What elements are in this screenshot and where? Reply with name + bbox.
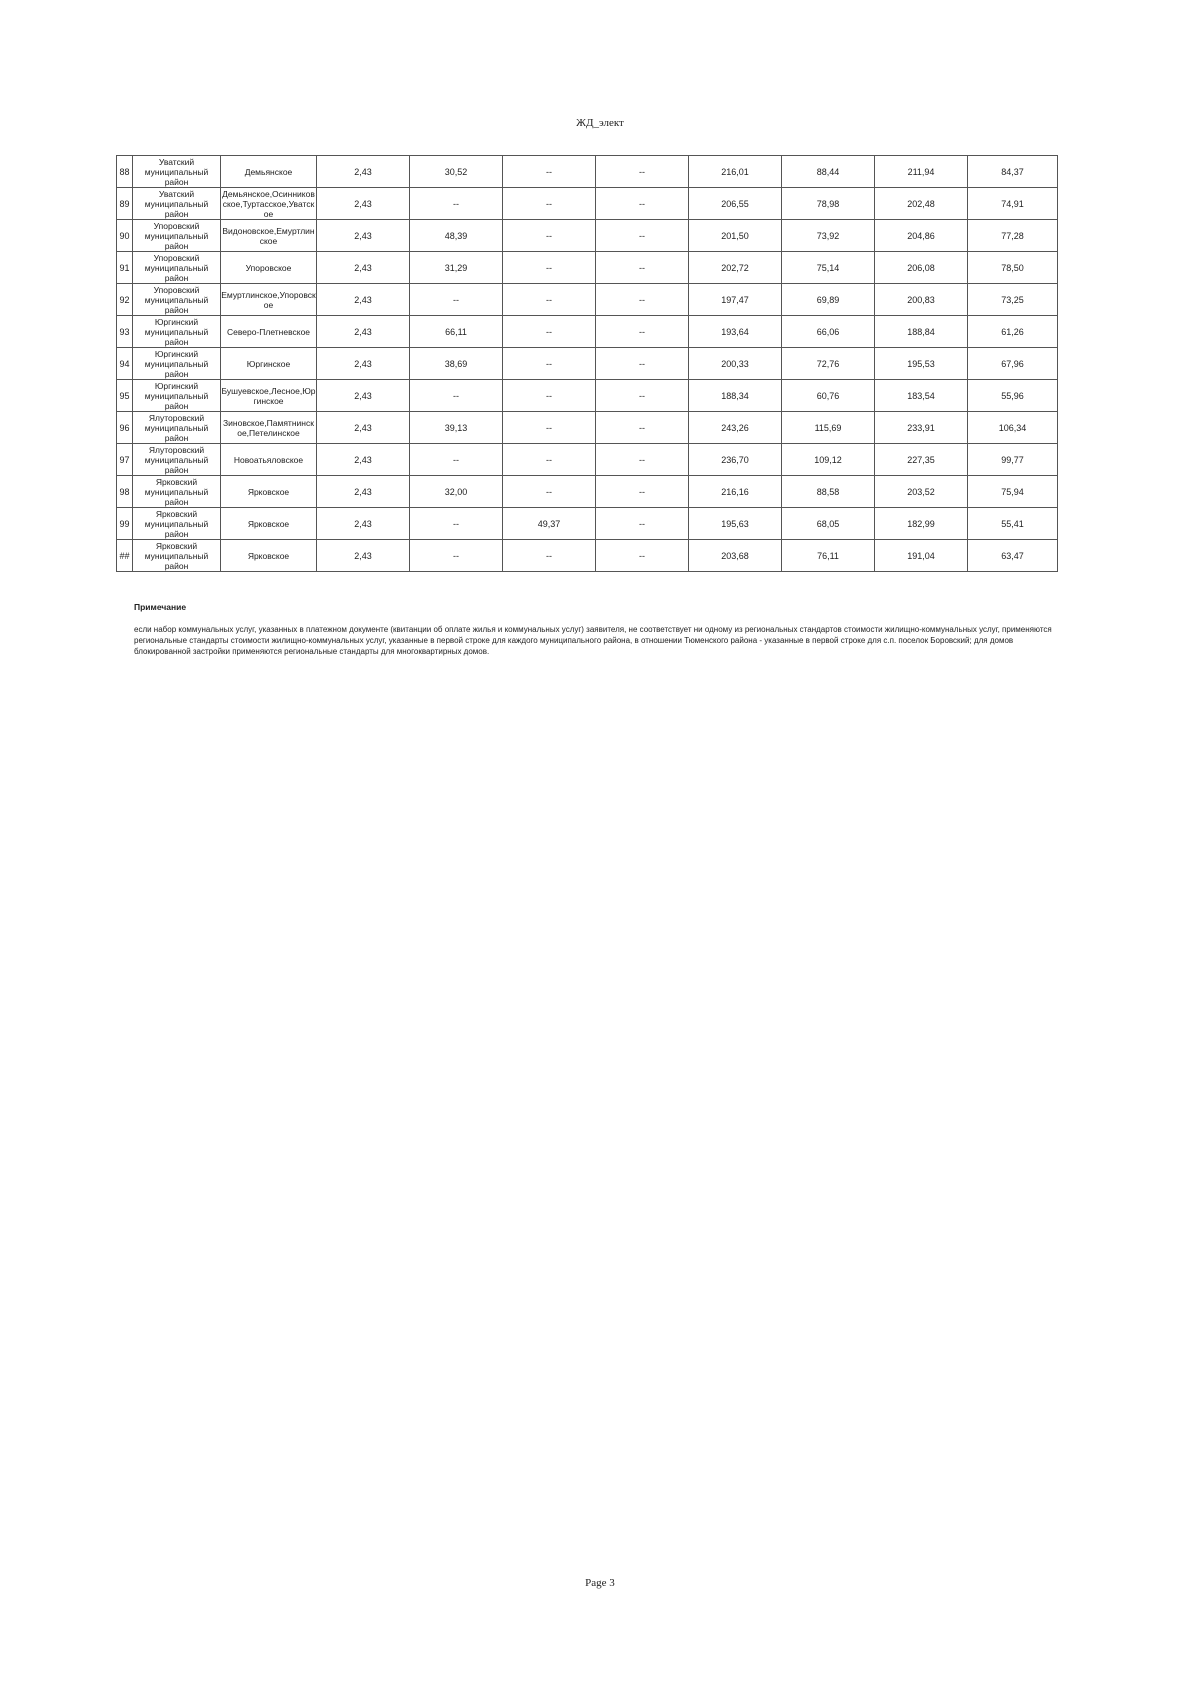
value-cell-7: 206,08	[875, 252, 968, 284]
value-cell-4: --	[596, 156, 689, 188]
value-cell-3: 49,37	[503, 508, 596, 540]
value-cell-8: 106,34	[968, 412, 1058, 444]
table-row	[117, 188, 1058, 220]
district-cell: Упоровский муниципальный район	[133, 220, 221, 252]
row-number-cell: 89	[117, 188, 133, 220]
value-cell-2: --	[410, 188, 503, 220]
value-cell-8: 55,96	[968, 380, 1058, 412]
value-cell-7: 195,53	[875, 348, 968, 380]
page-footer: Page 3	[585, 1577, 615, 1589]
value-cell-7: 191,04	[875, 540, 968, 572]
value-cell-7: 203,52	[875, 476, 968, 508]
value-cell-8: 73,25	[968, 284, 1058, 316]
value-cell-5: 200,33	[689, 348, 782, 380]
value-cell-8: 75,94	[968, 476, 1058, 508]
value-cell-7: 200,83	[875, 284, 968, 316]
note-text: если набор коммунальных услуг, указанных в платежном документе (квитанции об оплате жилья и коммунальных услуг) заявителя, не соответствует ни одному из региональных стандартов стоимости жилищно-коммунальных услуг, применяются региональные стандарты стоимости жилищно-коммунальных услуг, указанные в первой строке для каждого муниципального района, в отношении Тюменского района - указанные в первой строке для с.п. поселок Боровский; для домов блокированной застройки применяются региональные стандарты для многоквартирных домов.	[134, 625, 1052, 656]
row-number-cell: 90	[117, 220, 133, 252]
settlement-cell: Юргинское	[221, 348, 317, 380]
district-cell: Упоровский муниципальный район	[133, 284, 221, 316]
row-number-cell: 95	[117, 380, 133, 412]
settlement-cell: Демьянское	[221, 156, 317, 188]
value-cell-8: 84,37	[968, 156, 1058, 188]
row-number-cell: 94	[117, 348, 133, 380]
value-cell-7: 202,48	[875, 188, 968, 220]
value-cell-2: --	[410, 380, 503, 412]
value-cell-6: 78,98	[782, 188, 875, 220]
value-cell-4: --	[596, 316, 689, 348]
value-cell-4: --	[596, 252, 689, 284]
settlement-cell: Емуртлинское,Упоровское	[221, 284, 317, 316]
value-cell-2: 32,00	[410, 476, 503, 508]
settlement-cell: Ярковское	[221, 508, 317, 540]
value-cell-5: 243,26	[689, 412, 782, 444]
table-row	[117, 252, 1058, 284]
value-cell-3: --	[503, 252, 596, 284]
value-cell-3: --	[503, 220, 596, 252]
value-cell-1: 2,43	[317, 284, 410, 316]
value-cell-1: 2,43	[317, 252, 410, 284]
value-cell-7: 227,35	[875, 444, 968, 476]
value-cell-4: --	[596, 380, 689, 412]
value-cell-1: 2,43	[317, 220, 410, 252]
value-cell-1: 2,43	[317, 444, 410, 476]
table-row	[117, 156, 1058, 188]
value-cell-6: 109,12	[782, 444, 875, 476]
settlement-cell: Упоровское	[221, 252, 317, 284]
value-cell-3: --	[503, 156, 596, 188]
row-number-cell: 91	[117, 252, 133, 284]
value-cell-4: --	[596, 444, 689, 476]
value-cell-6: 88,44	[782, 156, 875, 188]
value-cell-1: 2,43	[317, 348, 410, 380]
value-cell-1: 2,43	[317, 476, 410, 508]
value-cell-3: --	[503, 444, 596, 476]
value-cell-7: 183,54	[875, 380, 968, 412]
value-cell-3: --	[503, 540, 596, 572]
value-cell-2: --	[410, 284, 503, 316]
value-cell-8: 63,47	[968, 540, 1058, 572]
value-cell-4: --	[596, 284, 689, 316]
district-cell: Юргинский муниципальный район	[133, 316, 221, 348]
value-cell-8: 74,91	[968, 188, 1058, 220]
value-cell-6: 115,69	[782, 412, 875, 444]
table-row	[117, 444, 1058, 476]
settlement-cell: Ярковское	[221, 476, 317, 508]
row-number-cell: 93	[117, 316, 133, 348]
value-cell-2: 48,39	[410, 220, 503, 252]
value-cell-1: 2,43	[317, 316, 410, 348]
district-cell: Ярковский муниципальный район	[133, 540, 221, 572]
value-cell-2: 66,11	[410, 316, 503, 348]
table-row	[117, 220, 1058, 252]
table-row	[117, 412, 1058, 444]
value-cell-5: 216,01	[689, 156, 782, 188]
value-cell-7: 188,84	[875, 316, 968, 348]
value-cell-6: 73,92	[782, 220, 875, 252]
value-cell-7: 182,99	[875, 508, 968, 540]
value-cell-1: 2,43	[317, 156, 410, 188]
settlement-cell: Новоатьяловское	[221, 444, 317, 476]
value-cell-3: --	[503, 412, 596, 444]
value-cell-4: --	[596, 540, 689, 572]
settlement-cell: Видоновское,Емуртлинское	[221, 220, 317, 252]
value-cell-4: --	[596, 220, 689, 252]
table-row	[117, 284, 1058, 316]
value-cell-8: 61,26	[968, 316, 1058, 348]
value-cell-3: --	[503, 348, 596, 380]
row-number-cell: 88	[117, 156, 133, 188]
value-cell-1: 2,43	[317, 508, 410, 540]
value-cell-5: 197,47	[689, 284, 782, 316]
value-cell-1: 2,43	[317, 540, 410, 572]
value-cell-5: 206,55	[689, 188, 782, 220]
value-cell-8: 67,96	[968, 348, 1058, 380]
value-cell-2: 38,69	[410, 348, 503, 380]
value-cell-3: --	[503, 476, 596, 508]
value-cell-6: 68,05	[782, 508, 875, 540]
row-number-cell: 96	[117, 412, 133, 444]
value-cell-3: --	[503, 188, 596, 220]
value-cell-5: 236,70	[689, 444, 782, 476]
district-cell: Упоровский муниципальный район	[133, 252, 221, 284]
district-cell: Уватский муниципальный район	[133, 156, 221, 188]
value-cell-5: 216,16	[689, 476, 782, 508]
value-cell-8: 99,77	[968, 444, 1058, 476]
value-cell-6: 69,89	[782, 284, 875, 316]
note-title: Примечание	[134, 602, 187, 612]
settlement-cell: Ярковское	[221, 540, 317, 572]
settlement-cell: Бушуевское,Лесное,Юргинское	[221, 380, 317, 412]
value-cell-4: --	[596, 476, 689, 508]
table-row	[117, 348, 1058, 380]
row-number-cell: 97	[117, 444, 133, 476]
value-cell-6: 76,11	[782, 540, 875, 572]
value-cell-2: --	[410, 540, 503, 572]
value-cell-2: 39,13	[410, 412, 503, 444]
value-cell-1: 2,43	[317, 380, 410, 412]
value-cell-1: 2,43	[317, 412, 410, 444]
value-cell-8: 78,50	[968, 252, 1058, 284]
table-row	[117, 476, 1058, 508]
value-cell-5: 188,34	[689, 380, 782, 412]
value-cell-7: 204,86	[875, 220, 968, 252]
settlement-cell: Демьянское,Осинниковское,Туртасское,Уватское	[222, 188, 315, 219]
value-cell-5: 201,50	[689, 220, 782, 252]
value-cell-6: 72,76	[782, 348, 875, 380]
value-cell-6: 75,14	[782, 252, 875, 284]
district-cell: Уватский муниципальный район	[133, 188, 221, 220]
district-cell: Юргинский муниципальный район	[133, 380, 221, 412]
value-cell-2: --	[410, 444, 503, 476]
row-number-cell: 98	[117, 476, 133, 508]
row-number-cell: ##	[117, 540, 133, 572]
value-cell-8: 55,41	[968, 508, 1058, 540]
value-cell-2: 31,29	[410, 252, 503, 284]
value-cell-3: --	[503, 284, 596, 316]
table-body	[117, 156, 1058, 572]
value-cell-8: 77,28	[968, 220, 1058, 252]
value-cell-4: --	[596, 412, 689, 444]
value-cell-2: 30,52	[410, 156, 503, 188]
value-cell-4: --	[596, 188, 689, 220]
value-cell-7: 211,94	[875, 156, 968, 188]
district-cell: Ярковский муниципальный район	[133, 476, 221, 508]
settlement-cell: Зиновское,Памятнинское,Петелинское	[221, 412, 317, 444]
value-cell-6: 66,06	[782, 316, 875, 348]
value-cell-7: 233,91	[875, 412, 968, 444]
table-row	[117, 316, 1058, 348]
row-number-cell: 99	[117, 508, 133, 540]
district-cell: Ярковский муниципальный район	[133, 508, 221, 540]
value-cell-5: 202,72	[689, 252, 782, 284]
district-cell: Ялуторовский муниципальный район	[133, 412, 221, 444]
value-cell-1: 2,43	[317, 188, 410, 220]
table-row	[117, 540, 1058, 572]
value-cell-6: 60,76	[782, 380, 875, 412]
value-cell-5: 193,64	[689, 316, 782, 348]
district-cell: Юргинский муниципальный район	[133, 348, 221, 380]
district-cell: Ялуторовский муниципальный район	[133, 444, 221, 476]
value-cell-3: --	[503, 316, 596, 348]
value-cell-6: 88,58	[782, 476, 875, 508]
row-number-cell: 92	[117, 284, 133, 316]
page-header: ЖД_элект	[576, 117, 624, 129]
table-row	[117, 508, 1058, 540]
value-cell-5: 195,63	[689, 508, 782, 540]
settlement-cell: Северо-Плетневское	[221, 316, 317, 348]
table-row	[117, 380, 1058, 412]
value-cell-4: --	[596, 348, 689, 380]
value-cell-5: 203,68	[689, 540, 782, 572]
value-cell-4: --	[596, 508, 689, 540]
standards-table	[116, 155, 1058, 572]
value-cell-2: --	[410, 508, 503, 540]
value-cell-3: --	[503, 380, 596, 412]
